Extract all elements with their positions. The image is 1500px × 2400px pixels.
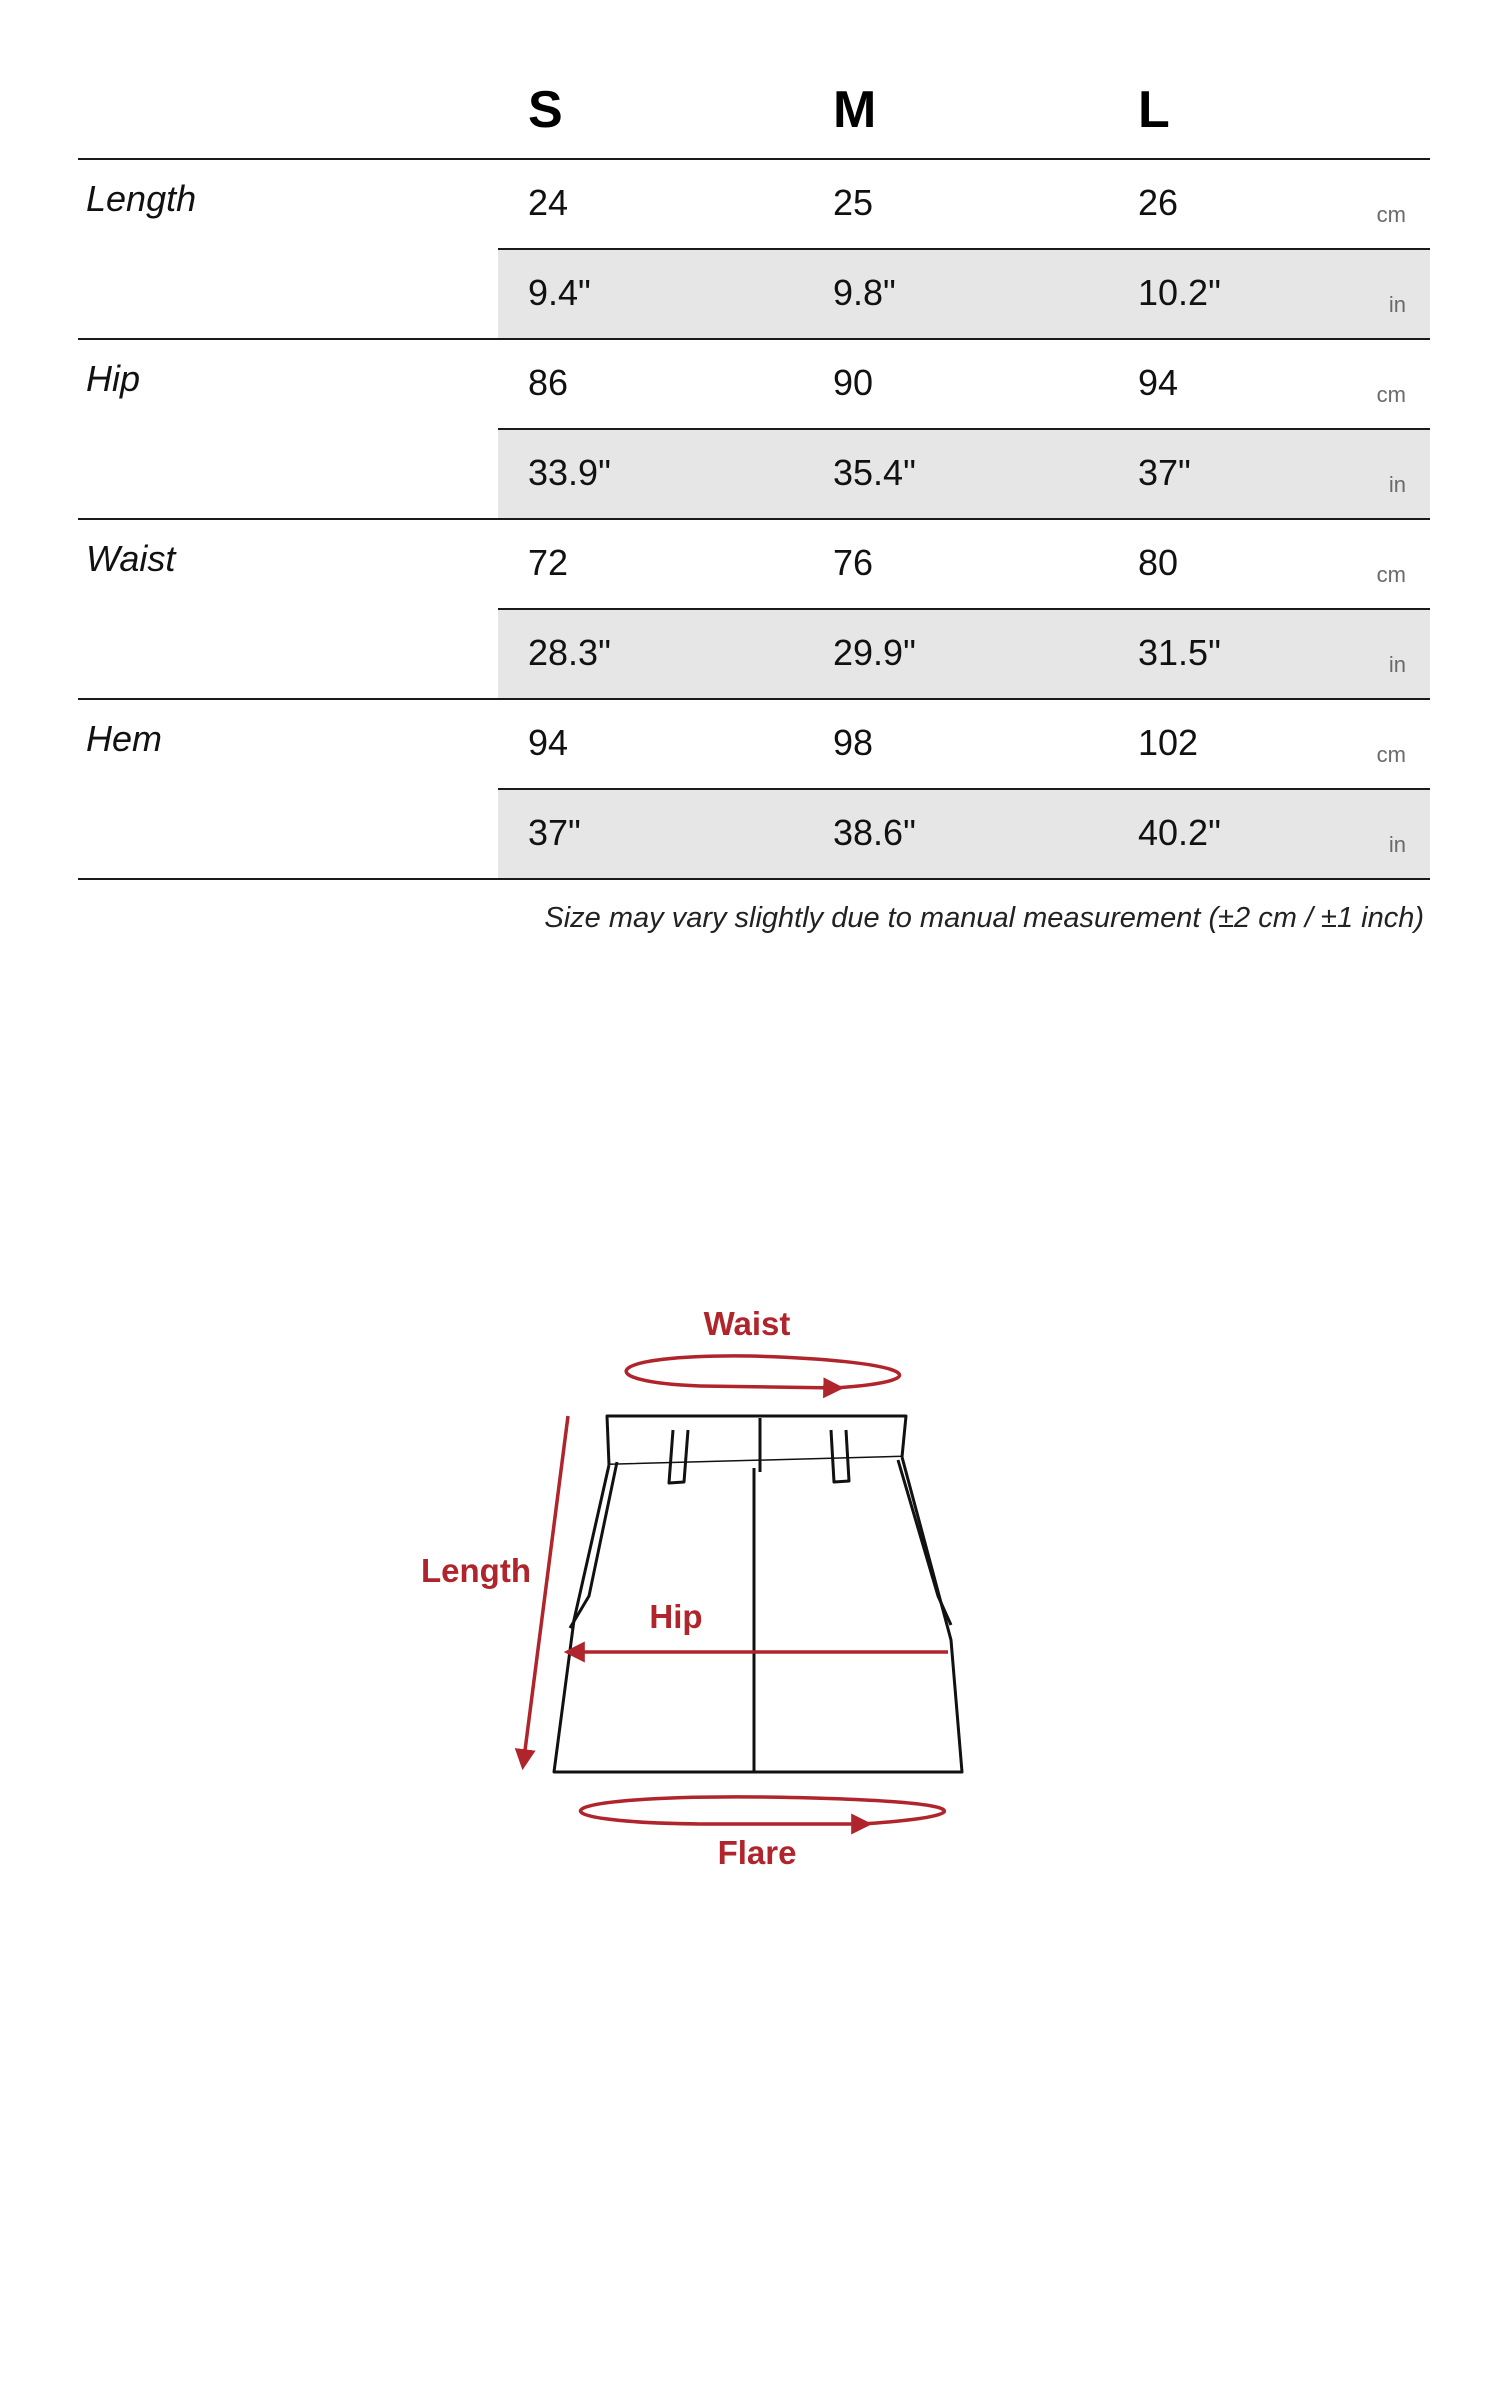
value-cell: 102 <box>1138 722 1199 763</box>
value-cell: 98 <box>833 722 874 763</box>
value-cell: 10.2" <box>1138 272 1221 313</box>
unit-label: cm <box>1376 382 1406 407</box>
value-cell: 37" <box>528 812 581 853</box>
value-cell: 94 <box>528 722 569 763</box>
unit-label: in <box>1388 832 1406 857</box>
size-header-m: M <box>833 81 877 139</box>
value-cell: 28.3" <box>528 632 611 673</box>
waist-arrow <box>626 1356 899 1388</box>
unit-label: in <box>1388 292 1406 317</box>
length-label: Length <box>421 1552 531 1589</box>
measurement-note: Size may vary slightly due to manual measurement (±2 cm / ±1 inch) <box>544 902 1424 934</box>
value-cell: 86 <box>528 362 569 403</box>
value-cell: 37" <box>1138 452 1191 493</box>
unit-label: in <box>1388 652 1406 677</box>
waist-label: Waist <box>703 1305 791 1342</box>
value-cell: 9.8" <box>833 272 896 313</box>
value-cell: 26 <box>1138 182 1179 223</box>
value-cell: 9.4" <box>528 272 591 313</box>
value-cell: 76 <box>833 542 874 583</box>
skirt-icon <box>554 1416 962 1772</box>
size-header-l: L <box>1138 81 1170 139</box>
unit-label: cm <box>1376 562 1406 587</box>
value-cell: 40.2" <box>1138 812 1221 853</box>
value-cell: 72 <box>528 542 569 583</box>
value-cell: 25 <box>833 182 874 223</box>
measurement-label: Hip <box>86 358 141 399</box>
value-cell: 94 <box>1138 362 1179 403</box>
measurement-label: Length <box>86 178 197 219</box>
value-cell: 80 <box>1138 542 1179 583</box>
flare-label: Flare <box>717 1834 797 1871</box>
value-cell: 90 <box>833 362 874 403</box>
unit-label: cm <box>1376 202 1406 227</box>
unit-label: in <box>1388 472 1406 497</box>
measurement-label: Hem <box>86 718 163 759</box>
size-header-s: S <box>528 81 563 139</box>
measurement-label: Waist <box>86 538 176 579</box>
hip-label: Hip <box>649 1598 703 1635</box>
value-cell: 35.4" <box>833 452 916 493</box>
value-cell: 33.9" <box>528 452 611 493</box>
value-cell: 29.9" <box>833 632 916 673</box>
flare-arrow <box>581 1797 945 1824</box>
value-cell: 24 <box>528 182 569 223</box>
value-cell: 38.6" <box>833 812 916 853</box>
value-cell: 31.5" <box>1138 632 1221 673</box>
unit-label: cm <box>1376 742 1406 767</box>
